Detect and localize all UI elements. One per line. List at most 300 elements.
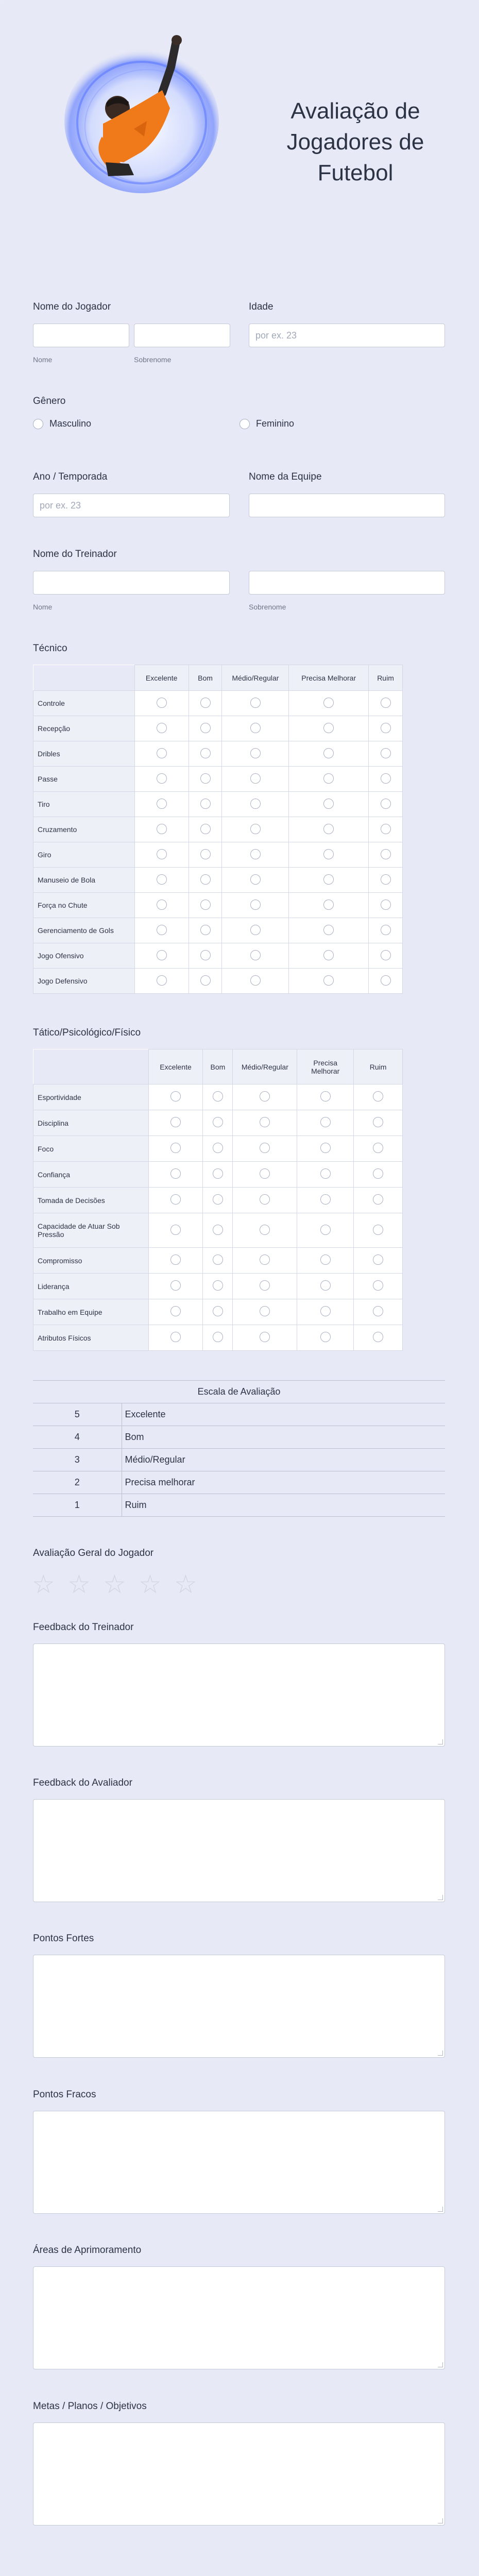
matrix-cell[interactable] bbox=[289, 741, 369, 767]
matrix-radio[interactable] bbox=[200, 900, 211, 910]
rating-scale-row bbox=[33, 1449, 445, 1471]
matrix-radio[interactable] bbox=[250, 723, 261, 733]
matrix-cell[interactable] bbox=[289, 767, 369, 792]
player-last-name-input[interactable] bbox=[134, 324, 230, 347]
matrix-cell[interactable] bbox=[297, 1136, 354, 1162]
matrix-radio[interactable] bbox=[320, 1306, 331, 1316]
matrix-radio[interactable] bbox=[381, 799, 391, 809]
star-icon[interactable]: ☆ bbox=[67, 1570, 91, 1599]
matrix-cell[interactable] bbox=[233, 1274, 297, 1299]
matrix-radio[interactable] bbox=[260, 1168, 270, 1179]
matrix-cell[interactable] bbox=[297, 1084, 354, 1110]
matrix-row-dribles bbox=[33, 741, 403, 767]
matrix-radio[interactable] bbox=[323, 773, 334, 784]
matrix-cell[interactable] bbox=[148, 1213, 203, 1248]
matrix-cell[interactable] bbox=[289, 918, 369, 943]
matrix-radio[interactable] bbox=[320, 1332, 331, 1342]
matrix-cell[interactable] bbox=[297, 1248, 354, 1274]
matrix-radio[interactable] bbox=[213, 1306, 223, 1316]
matrix-radio[interactable] bbox=[157, 723, 167, 733]
matrix-row-label: Recepção bbox=[33, 716, 135, 741]
matrix-cell[interactable] bbox=[203, 1136, 233, 1162]
matrix-cell[interactable] bbox=[189, 691, 222, 716]
matrix-radio[interactable] bbox=[213, 1117, 223, 1127]
gender-option-female[interactable] bbox=[239, 418, 294, 429]
resize-handle-icon[interactable] bbox=[438, 1895, 443, 1900]
matrix-radio[interactable] bbox=[320, 1194, 331, 1205]
matrix-radio[interactable] bbox=[200, 748, 211, 758]
matrix-radio[interactable] bbox=[213, 1225, 223, 1235]
matrix-cell[interactable] bbox=[297, 1188, 354, 1213]
matrix-cell[interactable] bbox=[134, 969, 189, 994]
matrix-cell[interactable] bbox=[233, 1248, 297, 1274]
matrix-radio[interactable] bbox=[170, 1225, 181, 1235]
matrix-column-header: Bom bbox=[203, 1049, 233, 1084]
matrix-radio[interactable] bbox=[320, 1168, 331, 1179]
matrix-radio[interactable] bbox=[213, 1143, 223, 1153]
matrix-radio[interactable] bbox=[373, 1332, 383, 1342]
star-icon[interactable]: ☆ bbox=[32, 1570, 55, 1599]
matrix-radio[interactable] bbox=[320, 1255, 331, 1265]
matrix-cell[interactable] bbox=[354, 1084, 403, 1110]
matrix-radio[interactable] bbox=[250, 975, 261, 986]
matrix-radio[interactable] bbox=[323, 748, 334, 758]
matrix-cell[interactable] bbox=[134, 868, 189, 893]
matrix-cell[interactable] bbox=[203, 1188, 233, 1213]
matrix-radio[interactable] bbox=[260, 1143, 270, 1153]
matrix-cell[interactable] bbox=[369, 817, 403, 842]
matrix-cell[interactable] bbox=[222, 969, 289, 994]
matrix-cell[interactable] bbox=[369, 893, 403, 918]
matrix-cell[interactable] bbox=[189, 943, 222, 969]
textarea-label-feedback-do-avaliador: Feedback do Avaliador bbox=[33, 1777, 132, 1788]
matrix-cell[interactable] bbox=[289, 969, 369, 994]
matrix-radio[interactable] bbox=[323, 925, 334, 935]
matrix-radio[interactable] bbox=[381, 849, 391, 859]
matrix-row-label: Tomada de Decisões bbox=[33, 1188, 149, 1213]
textarea-label-pontos-fortes: Pontos Fortes bbox=[33, 1933, 94, 1944]
matrix-radio[interactable] bbox=[260, 1280, 270, 1291]
matrix-cell[interactable] bbox=[203, 1325, 233, 1351]
matrix-radio[interactable] bbox=[323, 975, 334, 986]
matrix-radio[interactable] bbox=[323, 698, 334, 708]
matrix-cell[interactable] bbox=[148, 1162, 203, 1188]
matrix-cell[interactable] bbox=[369, 943, 403, 969]
resize-handle-icon[interactable] bbox=[438, 2207, 443, 2212]
matrix-radio[interactable] bbox=[320, 1225, 331, 1235]
tactical-matrix bbox=[33, 1049, 403, 1351]
matrix-radio[interactable] bbox=[200, 975, 211, 986]
team-label: Nome da Equipe bbox=[249, 471, 322, 482]
matrix-cell[interactable] bbox=[189, 842, 222, 868]
matrix-cell[interactable] bbox=[189, 893, 222, 918]
matrix-cell[interactable] bbox=[134, 943, 189, 969]
matrix-cell[interactable] bbox=[203, 1274, 233, 1299]
matrix-cell[interactable] bbox=[354, 1136, 403, 1162]
matrix-cell[interactable] bbox=[233, 1084, 297, 1110]
matrix-row-label: Jogo Defensivo bbox=[33, 969, 135, 994]
matrix-cell[interactable] bbox=[289, 842, 369, 868]
matrix-radio[interactable] bbox=[250, 698, 261, 708]
matrix-radio[interactable] bbox=[260, 1117, 270, 1127]
matrix-radio[interactable] bbox=[381, 925, 391, 935]
matrix-cell[interactable] bbox=[189, 969, 222, 994]
male-radio[interactable] bbox=[33, 419, 43, 429]
matrix-radio[interactable] bbox=[170, 1091, 181, 1101]
matrix-cell[interactable] bbox=[222, 868, 289, 893]
matrix-radio[interactable] bbox=[373, 1168, 383, 1179]
soccer-player-illustration bbox=[57, 31, 227, 196]
season-label: Ano / Temporada bbox=[33, 471, 108, 482]
matrix-cell[interactable] bbox=[189, 741, 222, 767]
star-icon[interactable]: ☆ bbox=[103, 1570, 126, 1599]
matrix-cell[interactable] bbox=[233, 1136, 297, 1162]
matrix-cell[interactable] bbox=[134, 691, 189, 716]
matrix-cell[interactable] bbox=[297, 1213, 354, 1248]
matrix-cell[interactable] bbox=[222, 817, 289, 842]
matrix-radio[interactable] bbox=[170, 1143, 181, 1153]
matrix-cell[interactable] bbox=[369, 716, 403, 741]
player-name-label: Nome do Jogador bbox=[33, 301, 111, 312]
technical-matrix bbox=[33, 665, 403, 994]
matrix-row-foco bbox=[33, 1136, 403, 1162]
matrix-cell[interactable] bbox=[222, 943, 289, 969]
matrix-radio[interactable] bbox=[373, 1091, 383, 1101]
matrix-row-label: Disciplina bbox=[33, 1110, 149, 1136]
matrix-cell[interactable] bbox=[189, 792, 222, 817]
matrix-radio[interactable] bbox=[200, 773, 211, 784]
matrix-radio[interactable] bbox=[373, 1255, 383, 1265]
age-input[interactable]: por ex. 23 bbox=[249, 324, 445, 347]
matrix-cell[interactable] bbox=[354, 1274, 403, 1299]
matrix-row-label: Confiança bbox=[33, 1162, 149, 1188]
matrix-cell[interactable] bbox=[233, 1110, 297, 1136]
rating-scale-value: 2 bbox=[33, 1471, 122, 1494]
matrix-radio[interactable] bbox=[213, 1332, 223, 1342]
season-input[interactable]: por ex. 23 bbox=[33, 494, 230, 517]
matrix-radio[interactable] bbox=[381, 975, 391, 986]
matrix-radio[interactable] bbox=[260, 1306, 270, 1316]
matrix-cell[interactable] bbox=[148, 1299, 203, 1325]
matrix-radio[interactable] bbox=[250, 849, 261, 859]
matrix-radio[interactable] bbox=[260, 1225, 270, 1235]
matrix-radio[interactable] bbox=[200, 799, 211, 809]
matrix-radio[interactable] bbox=[323, 950, 334, 960]
gender-option-male[interactable] bbox=[33, 418, 91, 429]
matrix-cell[interactable] bbox=[297, 1325, 354, 1351]
matrix-row-lideranca bbox=[33, 1274, 403, 1299]
matrix-cell[interactable] bbox=[369, 792, 403, 817]
matrix-cell[interactable] bbox=[369, 969, 403, 994]
matrix-row-tiro bbox=[33, 792, 403, 817]
matrix-cell[interactable] bbox=[203, 1162, 233, 1188]
matrix-cell[interactable] bbox=[233, 1299, 297, 1325]
matrix-cell[interactable] bbox=[189, 767, 222, 792]
matrix-cell[interactable] bbox=[289, 868, 369, 893]
matrix-radio[interactable] bbox=[381, 773, 391, 784]
matrix-radio[interactable] bbox=[200, 874, 211, 885]
matrix-cell[interactable] bbox=[134, 767, 189, 792]
matrix-cell[interactable] bbox=[222, 767, 289, 792]
resize-handle-icon[interactable] bbox=[438, 2362, 443, 2367]
matrix-cell[interactable] bbox=[369, 918, 403, 943]
player-first-name-input[interactable] bbox=[33, 324, 129, 347]
matrix-cell[interactable] bbox=[189, 868, 222, 893]
matrix-radio[interactable] bbox=[373, 1143, 383, 1153]
textarea-label-feedback-do-treinador: Feedback do Treinador bbox=[33, 1622, 134, 1633]
matrix-row-gerenciamento-de-gols bbox=[33, 918, 403, 943]
matrix-cell[interactable] bbox=[369, 842, 403, 868]
matrix-cell[interactable] bbox=[289, 893, 369, 918]
matrix-radio[interactable] bbox=[213, 1168, 223, 1179]
matrix-cell[interactable] bbox=[289, 792, 369, 817]
matrix-radio[interactable] bbox=[157, 950, 167, 960]
matrix-cell[interactable] bbox=[203, 1248, 233, 1274]
matrix-radio[interactable] bbox=[200, 698, 211, 708]
matrix-cell[interactable] bbox=[134, 741, 189, 767]
textarea-metas-planos-objetivos[interactable] bbox=[33, 2422, 445, 2526]
matrix-cell[interactable] bbox=[233, 1188, 297, 1213]
matrix-radio[interactable] bbox=[320, 1117, 331, 1127]
matrix-row-label: Dribles bbox=[33, 741, 135, 767]
matrix-radio[interactable] bbox=[200, 950, 211, 960]
rating-scale-value: 4 bbox=[33, 1426, 122, 1449]
matrix-row-label: Atributos Físicos bbox=[33, 1325, 149, 1351]
matrix-cell[interactable] bbox=[222, 741, 289, 767]
matrix-cell[interactable] bbox=[289, 691, 369, 716]
matrix-cell[interactable] bbox=[203, 1084, 233, 1110]
matrix-row-label: Liderança bbox=[33, 1274, 149, 1299]
matrix-radio[interactable] bbox=[170, 1194, 181, 1205]
matrix-cell[interactable] bbox=[297, 1274, 354, 1299]
matrix-cell[interactable] bbox=[354, 1162, 403, 1188]
matrix-cell[interactable] bbox=[189, 918, 222, 943]
matrix-cell[interactable] bbox=[222, 842, 289, 868]
matrix-radio[interactable] bbox=[250, 799, 261, 809]
matrix-radio[interactable] bbox=[373, 1117, 383, 1127]
matrix-radio[interactable] bbox=[373, 1225, 383, 1235]
matrix-radio[interactable] bbox=[157, 900, 167, 910]
textarea-pontos-fracos[interactable] bbox=[33, 2111, 445, 2214]
textarea-pontos-fortes[interactable] bbox=[33, 1955, 445, 2058]
page-title: Avaliação de Jogadores de Futebol bbox=[286, 98, 424, 185]
matrix-cell[interactable] bbox=[297, 1162, 354, 1188]
matrix-radio[interactable] bbox=[381, 698, 391, 708]
matrix-radio[interactable] bbox=[157, 773, 167, 784]
matrix-cell[interactable] bbox=[148, 1325, 203, 1351]
matrix-cell[interactable] bbox=[148, 1274, 203, 1299]
matrix-radio[interactable] bbox=[200, 849, 211, 859]
matrix-radio[interactable] bbox=[157, 748, 167, 758]
matrix-cell[interactable] bbox=[203, 1110, 233, 1136]
matrix-cell[interactable] bbox=[354, 1325, 403, 1351]
matrix-radio[interactable] bbox=[213, 1091, 223, 1101]
star-icon[interactable]: ☆ bbox=[139, 1570, 162, 1599]
matrix-column-header: Bom bbox=[189, 665, 222, 691]
gender-label: Gênero bbox=[33, 396, 66, 406]
matrix-radio[interactable] bbox=[260, 1091, 270, 1101]
matrix-radio[interactable] bbox=[381, 874, 391, 885]
matrix-radio[interactable] bbox=[323, 824, 334, 834]
matrix-radio[interactable] bbox=[200, 723, 211, 733]
matrix-cell[interactable] bbox=[134, 842, 189, 868]
matrix-radio[interactable] bbox=[250, 900, 261, 910]
matrix-radio[interactable] bbox=[373, 1306, 383, 1316]
matrix-radio[interactable] bbox=[381, 824, 391, 834]
matrix-cell[interactable] bbox=[289, 943, 369, 969]
matrix-radio[interactable] bbox=[250, 950, 261, 960]
matrix-column-header: Ruim bbox=[369, 665, 403, 691]
coach-last-name-sublabel: Sobrenome bbox=[249, 603, 286, 611]
matrix-radio[interactable] bbox=[157, 874, 167, 885]
matrix-radio[interactable] bbox=[250, 824, 261, 834]
matrix-radio[interactable] bbox=[250, 925, 261, 935]
matrix-cell[interactable] bbox=[148, 1084, 203, 1110]
rating-scale-text: Bom bbox=[122, 1426, 445, 1449]
matrix-cell[interactable] bbox=[222, 918, 289, 943]
matrix-radio[interactable] bbox=[170, 1255, 181, 1265]
matrix-row-giro bbox=[33, 842, 403, 868]
matrix-cell[interactable] bbox=[233, 1162, 297, 1188]
matrix-radio[interactable] bbox=[381, 748, 391, 758]
resize-handle-icon[interactable] bbox=[438, 2518, 443, 2523]
matrix-radio[interactable] bbox=[200, 824, 211, 834]
matrix-radio[interactable] bbox=[260, 1255, 270, 1265]
matrix-cell[interactable] bbox=[233, 1325, 297, 1351]
matrix-cell[interactable] bbox=[369, 868, 403, 893]
matrix-radio[interactable] bbox=[157, 698, 167, 708]
matrix-cell[interactable] bbox=[369, 691, 403, 716]
matrix-cell[interactable] bbox=[354, 1213, 403, 1248]
rating-scale-value: 5 bbox=[33, 1403, 122, 1426]
matrix-radio[interactable] bbox=[170, 1168, 181, 1179]
matrix-radio[interactable] bbox=[213, 1280, 223, 1291]
matrix-column-header: Médio/Regular bbox=[233, 1049, 297, 1084]
matrix-cell[interactable] bbox=[354, 1188, 403, 1213]
matrix-cell[interactable] bbox=[203, 1299, 233, 1325]
matrix-radio[interactable] bbox=[250, 874, 261, 885]
rating-scale-text: Excelente bbox=[122, 1403, 445, 1426]
matrix-cell[interactable] bbox=[189, 716, 222, 741]
matrix-cell[interactable] bbox=[354, 1299, 403, 1325]
matrix-column-header: Precisa Melhorar bbox=[289, 665, 369, 691]
matrix-cell[interactable] bbox=[297, 1110, 354, 1136]
matrix-cell[interactable] bbox=[134, 716, 189, 741]
matrix-radio[interactable] bbox=[260, 1194, 270, 1205]
matrix-radio[interactable] bbox=[381, 900, 391, 910]
matrix-cell[interactable] bbox=[189, 817, 222, 842]
matrix-radio[interactable] bbox=[373, 1194, 383, 1205]
textarea-areas-de-aprimoramento[interactable] bbox=[33, 2266, 445, 2369]
textarea-feedback-do-avaliador[interactable] bbox=[33, 1799, 445, 1902]
matrix-cell[interactable] bbox=[134, 893, 189, 918]
matrix-cell[interactable] bbox=[134, 817, 189, 842]
matrix-radio[interactable] bbox=[323, 799, 334, 809]
matrix-cell[interactable] bbox=[222, 691, 289, 716]
hero-image bbox=[57, 31, 227, 196]
resize-handle-icon[interactable] bbox=[438, 1739, 443, 1744]
matrix-row-label: Passe bbox=[33, 767, 135, 792]
matrix-radio[interactable] bbox=[170, 1332, 181, 1342]
matrix-cell[interactable] bbox=[354, 1248, 403, 1274]
rating-scale-text: Ruim bbox=[122, 1494, 445, 1517]
matrix-cell[interactable] bbox=[289, 817, 369, 842]
matrix-cell[interactable] bbox=[148, 1136, 203, 1162]
textarea-label-metas-planos-objetivos: Metas / Planos / Objetivos bbox=[33, 2401, 147, 2412]
matrix-row-atributos-fisicos bbox=[33, 1325, 403, 1351]
matrix-cell[interactable] bbox=[134, 918, 189, 943]
matrix-radio[interactable] bbox=[250, 773, 261, 784]
matrix-cell[interactable] bbox=[233, 1213, 297, 1248]
matrix-radio[interactable] bbox=[200, 925, 211, 935]
matrix-row-compromisso bbox=[33, 1248, 403, 1274]
matrix-cell[interactable] bbox=[297, 1299, 354, 1325]
matrix-cell[interactable] bbox=[222, 792, 289, 817]
matrix-radio[interactable] bbox=[170, 1306, 181, 1316]
matrix-cell[interactable] bbox=[369, 767, 403, 792]
matrix-corner bbox=[33, 1049, 149, 1084]
matrix-cell[interactable] bbox=[289, 716, 369, 741]
coach-last-name-input[interactable] bbox=[249, 571, 445, 595]
matrix-cell[interactable] bbox=[222, 716, 289, 741]
technical-label: Técnico bbox=[33, 643, 67, 654]
matrix-radio[interactable] bbox=[320, 1143, 331, 1153]
matrix-column-header: Excelente bbox=[148, 1049, 203, 1084]
matrix-radio[interactable] bbox=[157, 925, 167, 935]
matrix-radio[interactable] bbox=[157, 824, 167, 834]
matrix-radio[interactable] bbox=[157, 799, 167, 809]
textarea-feedback-do-treinador[interactable] bbox=[33, 1643, 445, 1747]
matrix-radio[interactable] bbox=[323, 723, 334, 733]
matrix-row-label: Capacidade de Atuar Sob Pressão bbox=[33, 1213, 149, 1248]
matrix-radio[interactable] bbox=[381, 723, 391, 733]
matrix-radio[interactable] bbox=[323, 874, 334, 885]
star-icon[interactable]: ☆ bbox=[174, 1570, 197, 1599]
matrix-cell[interactable] bbox=[148, 1110, 203, 1136]
matrix-cell[interactable] bbox=[203, 1213, 233, 1248]
resize-handle-icon[interactable] bbox=[438, 2050, 443, 2056]
female-radio[interactable] bbox=[239, 419, 250, 429]
matrix-cell[interactable] bbox=[148, 1188, 203, 1213]
matrix-radio[interactable] bbox=[157, 849, 167, 859]
coach-first-name-sublabel: Nome bbox=[33, 603, 53, 611]
matrix-cell[interactable] bbox=[369, 741, 403, 767]
matrix-cell[interactable] bbox=[148, 1248, 203, 1274]
matrix-radio[interactable] bbox=[381, 950, 391, 960]
matrix-radio[interactable] bbox=[250, 748, 261, 758]
matrix-row-cruzamento bbox=[33, 817, 403, 842]
matrix-radio[interactable] bbox=[323, 900, 334, 910]
matrix-cell[interactable] bbox=[222, 893, 289, 918]
coach-first-name-input[interactable] bbox=[33, 571, 230, 595]
matrix-cell[interactable] bbox=[354, 1110, 403, 1136]
matrix-radio[interactable] bbox=[373, 1280, 383, 1291]
matrix-radio[interactable] bbox=[170, 1280, 181, 1291]
matrix-radio[interactable] bbox=[170, 1117, 181, 1127]
matrix-radio[interactable] bbox=[320, 1091, 331, 1101]
matrix-radio[interactable] bbox=[320, 1280, 331, 1291]
team-input[interactable] bbox=[249, 494, 445, 517]
rating-scale-row bbox=[33, 1471, 445, 1494]
matrix-radio[interactable] bbox=[213, 1194, 223, 1205]
matrix-radio[interactable] bbox=[323, 849, 334, 859]
matrix-radio[interactable] bbox=[260, 1332, 270, 1342]
matrix-cell[interactable] bbox=[134, 792, 189, 817]
matrix-row-label: Jogo Ofensivo bbox=[33, 943, 135, 969]
matrix-row-label: Giro bbox=[33, 842, 135, 868]
matrix-radio[interactable] bbox=[157, 975, 167, 986]
matrix-radio[interactable] bbox=[213, 1255, 223, 1265]
